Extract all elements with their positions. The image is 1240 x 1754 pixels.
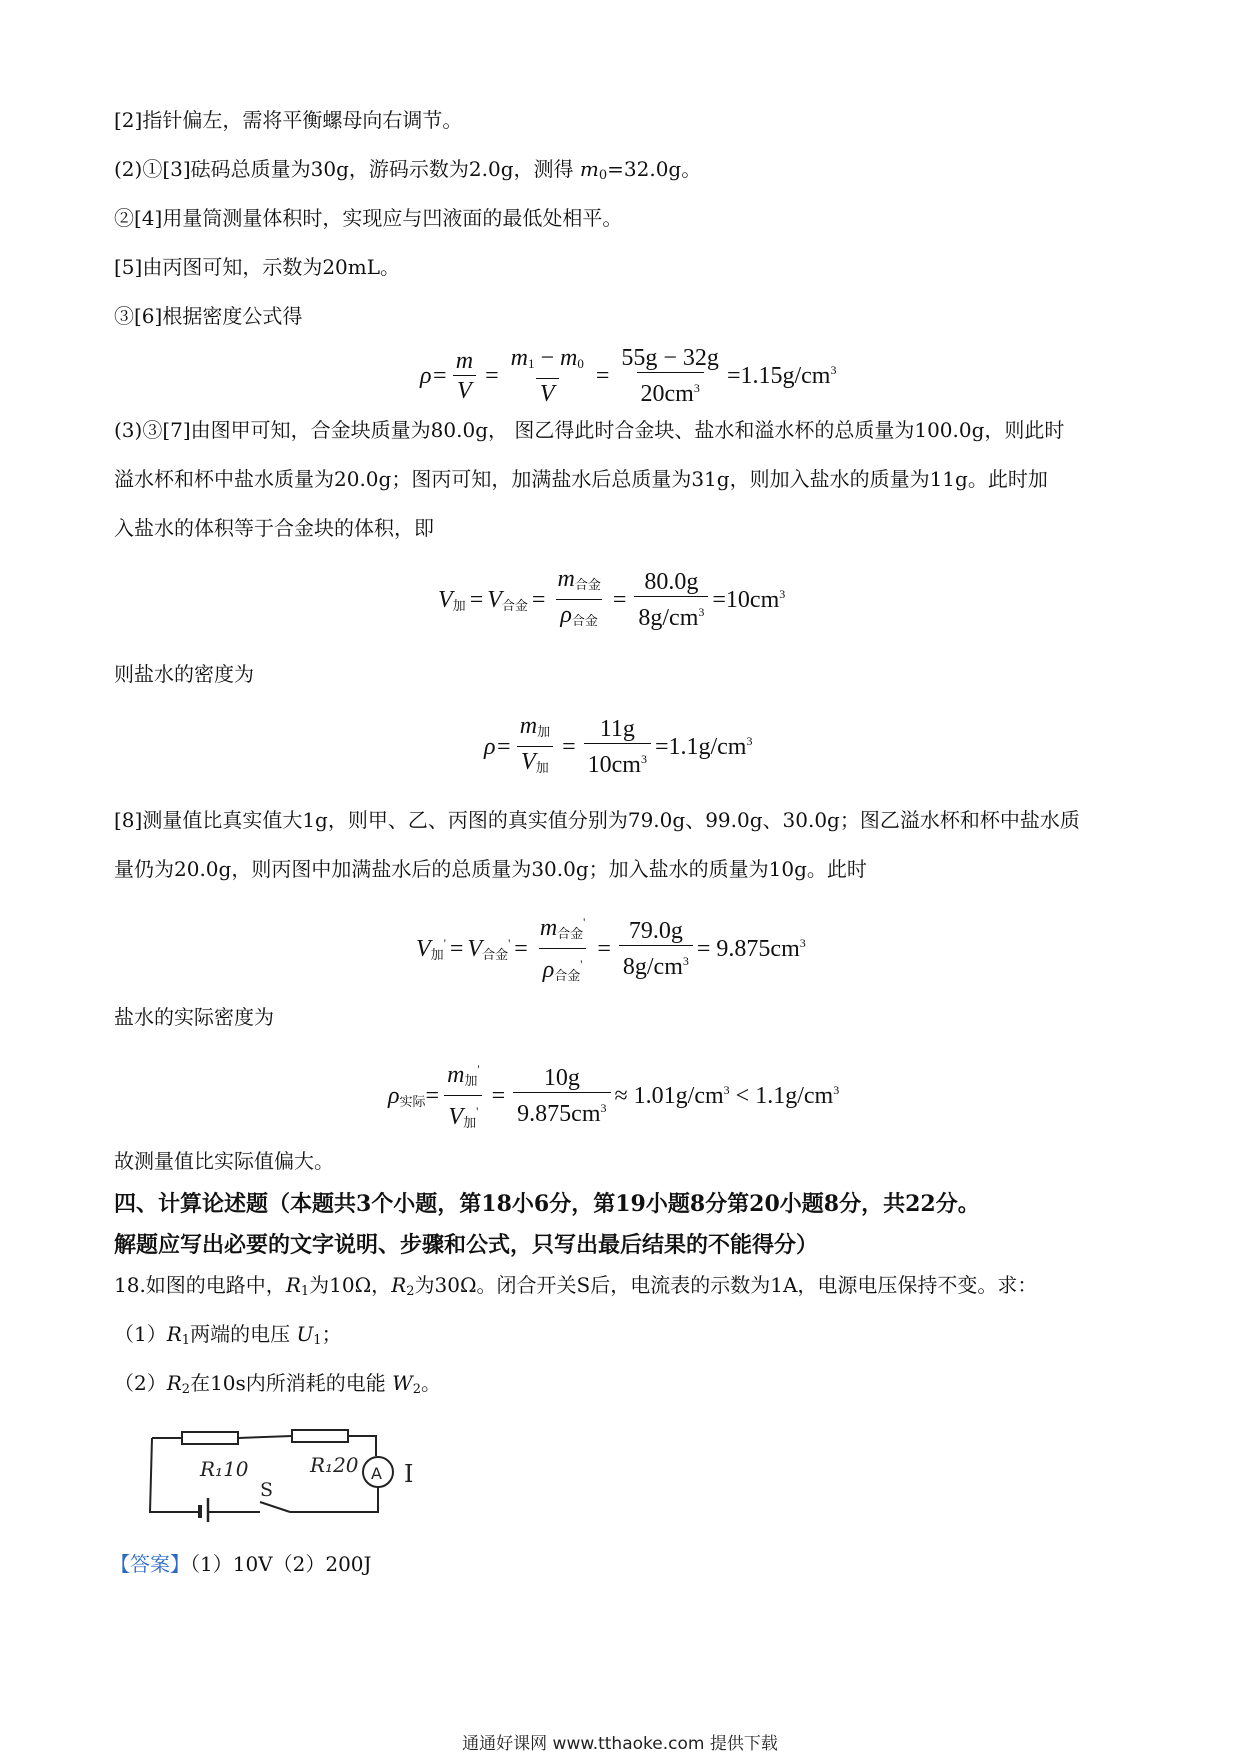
text-line: ③[6]根据密度公式得 — [114, 304, 303, 328]
numerator: $m_{合金}'$ — [539, 915, 586, 941]
equals-sign: = — [612, 587, 627, 613]
equals-sign: = — [449, 936, 464, 962]
eq-lhs: $V_加$ — [438, 587, 466, 613]
eq-result: $=10cm^3$ — [712, 587, 786, 613]
equals-sign: = — [514, 936, 528, 962]
r1-label: R₁10 — [200, 1457, 249, 1481]
denominator: V — [453, 375, 476, 406]
equals-sign: = — [469, 587, 484, 613]
answer-line — [110, 1552, 372, 1576]
denominator: $8g/cm^3$ — [619, 945, 693, 982]
switch-label: S — [260, 1479, 274, 1501]
numerator: 80.0g — [644, 569, 699, 595]
question-18: 18.如图的电路中，$R_1$为10Ω，$R_2$为30Ω。闭合开关S后，电流表的示数为1A，电源电压保持不变。求： — [114, 1273, 1038, 1299]
fraction — [507, 344, 588, 409]
resistor-r2 — [292, 1430, 348, 1442]
answer-text: （1）10V（2）200J — [190, 1552, 372, 1576]
equation-density-3 — [388, 1055, 839, 1138]
text-line: [2]指针偏左，需将平衡螺母向右调节。 — [114, 108, 463, 132]
subscript: 0 — [598, 168, 608, 183]
equals-sign: = — [485, 363, 499, 389]
equals-sign: = — [562, 734, 576, 760]
equals-sign: = — [531, 587, 546, 613]
equation-volume-1 — [438, 565, 785, 636]
denominator: $20cm^3$ — [637, 372, 704, 409]
text-line: ②[4]用量筒测量体积时，实现应与凹液面的最低处相平。 — [114, 206, 623, 230]
denominator: $9.875cm^3$ — [513, 1092, 610, 1129]
text-line: 量仍为20.0g，则丙图中加满盐水后的总质量为30.0g；加入盐水的质量为10g。此时 — [114, 857, 867, 881]
text-line: 盐水的实际密度为 — [114, 1005, 274, 1029]
text-line: [8]测量值比真实值大1g，则甲、乙、丙图的真实值分别为79.0g、99.0g、30.0g；图乙溢水杯和杯中盐水质 — [114, 808, 1080, 832]
question-18-part-2: $(2)R_2$在10s内所消耗的电能 $W_2$。 — [114, 1371, 441, 1397]
numerator: $m_加$ — [519, 713, 551, 739]
question-18-part-1: $(1)R_1$两端的电压 $U_1$； — [114, 1322, 342, 1348]
var-m: m — [579, 157, 599, 181]
text-line — [114, 157, 701, 188]
current-label: I — [404, 1460, 414, 1488]
equation-density-2 — [484, 712, 752, 783]
equals-sign: = — [491, 1083, 506, 1109]
denominator: $V_加'$ — [444, 1095, 482, 1138]
numerator: $m_1 - m_0$ — [510, 345, 584, 371]
fraction — [584, 715, 651, 780]
answer-label: 【答案】 — [110, 1552, 190, 1576]
text-line: 入盐水的体积等于合金块的体积，即 — [114, 516, 434, 540]
text-fragment: (2)①[3]砝码总质量为30g，游码示数为2.0g，测得 — [114, 157, 580, 181]
denominator: $8g/cm^3$ — [634, 596, 708, 633]
numerator: 79.0g — [628, 918, 683, 944]
equals-sign: = — [597, 936, 611, 962]
eq-result: $=1.15g/cm^3$ — [726, 363, 837, 389]
fraction — [516, 712, 554, 783]
numerator: m — [455, 348, 474, 374]
fraction — [536, 908, 590, 991]
circuit-wire — [150, 1438, 200, 1512]
fraction — [634, 568, 708, 633]
fraction — [553, 565, 604, 636]
denominator: $\rho_{合金}'$ — [539, 948, 587, 991]
section-heading: 四、计算论述题（本题共3个小题，第18小6分，第19小题8分第20小题8分，共22分。 — [114, 1191, 980, 1217]
eq-result: ≈ $1.01g/cm^3 < 1.1g/cm^3$ — [614, 1083, 840, 1109]
eq-result: = $9.875cm^3$ — [696, 936, 806, 962]
resistor-r1 — [182, 1432, 238, 1444]
numerator: $m_加'$ — [447, 1062, 480, 1088]
page-footer: 通通好课网 www.tthaoke.com 提供下载 — [462, 1734, 778, 1754]
denominator: $10cm^3$ — [584, 743, 651, 780]
text-line: (3)③[7]由图甲可知，合金块质量为80.0g， 图乙得此时合金块、盐水和溢水杯的总质量为100.0g，则此时 — [114, 418, 1065, 442]
fraction — [452, 347, 477, 406]
fraction — [513, 1064, 610, 1129]
equation-volume-2 — [416, 908, 806, 991]
text-line: 则盐水的密度为 — [114, 662, 254, 686]
circuit-wire — [238, 1436, 292, 1438]
fraction — [617, 344, 723, 409]
eq-lhs: $\rho_{实际}=$ — [388, 1083, 440, 1109]
text-line: 溢水杯和杯中盐水质量为20.0g；图丙可知，加满盐水后总质量为31g，则加入盐水的质量为11g。此时加 — [114, 467, 1048, 491]
text-line: [5]由丙图可知，示数为20mL。 — [114, 255, 401, 279]
ammeter-label: A — [371, 1464, 382, 1483]
eq-term: $V_{合金}'$ — [467, 936, 511, 962]
numerator: $m_{合金}$ — [557, 566, 601, 592]
equation-density-1 — [420, 344, 836, 409]
text-line: 故测量值比实际值偏大。 — [114, 1149, 334, 1173]
denominator: V — [536, 378, 559, 409]
eq-result: $=1.1g/cm^3$ — [654, 734, 753, 760]
fraction — [619, 917, 693, 982]
equals-sign: = — [595, 363, 610, 389]
numerator: 11g — [599, 716, 635, 742]
eq-term: $V_{合金}$ — [487, 587, 528, 613]
denominator: $\rho_{合金}$ — [556, 599, 602, 636]
numerator: 10g — [543, 1065, 580, 1091]
eq-lhs: $V_加'$ — [416, 936, 446, 962]
switch-arm — [260, 1502, 290, 1512]
circuit-diagram — [140, 1410, 430, 1528]
circuit-wire — [290, 1487, 378, 1512]
section-heading: 解题应写出必要的文字说明、步骤和公式，只写出最后结果的不能得分） — [114, 1232, 819, 1258]
r2-label: R₁20 — [310, 1453, 359, 1477]
text-fragment: =32.0g。 — [607, 157, 702, 181]
eq-rho: ρ= — [484, 734, 512, 760]
fraction — [443, 1055, 484, 1138]
denominator: $V_加$ — [517, 746, 553, 783]
eq-rho: ρ= — [420, 363, 448, 389]
numerator: 55g − 32g — [621, 345, 719, 371]
